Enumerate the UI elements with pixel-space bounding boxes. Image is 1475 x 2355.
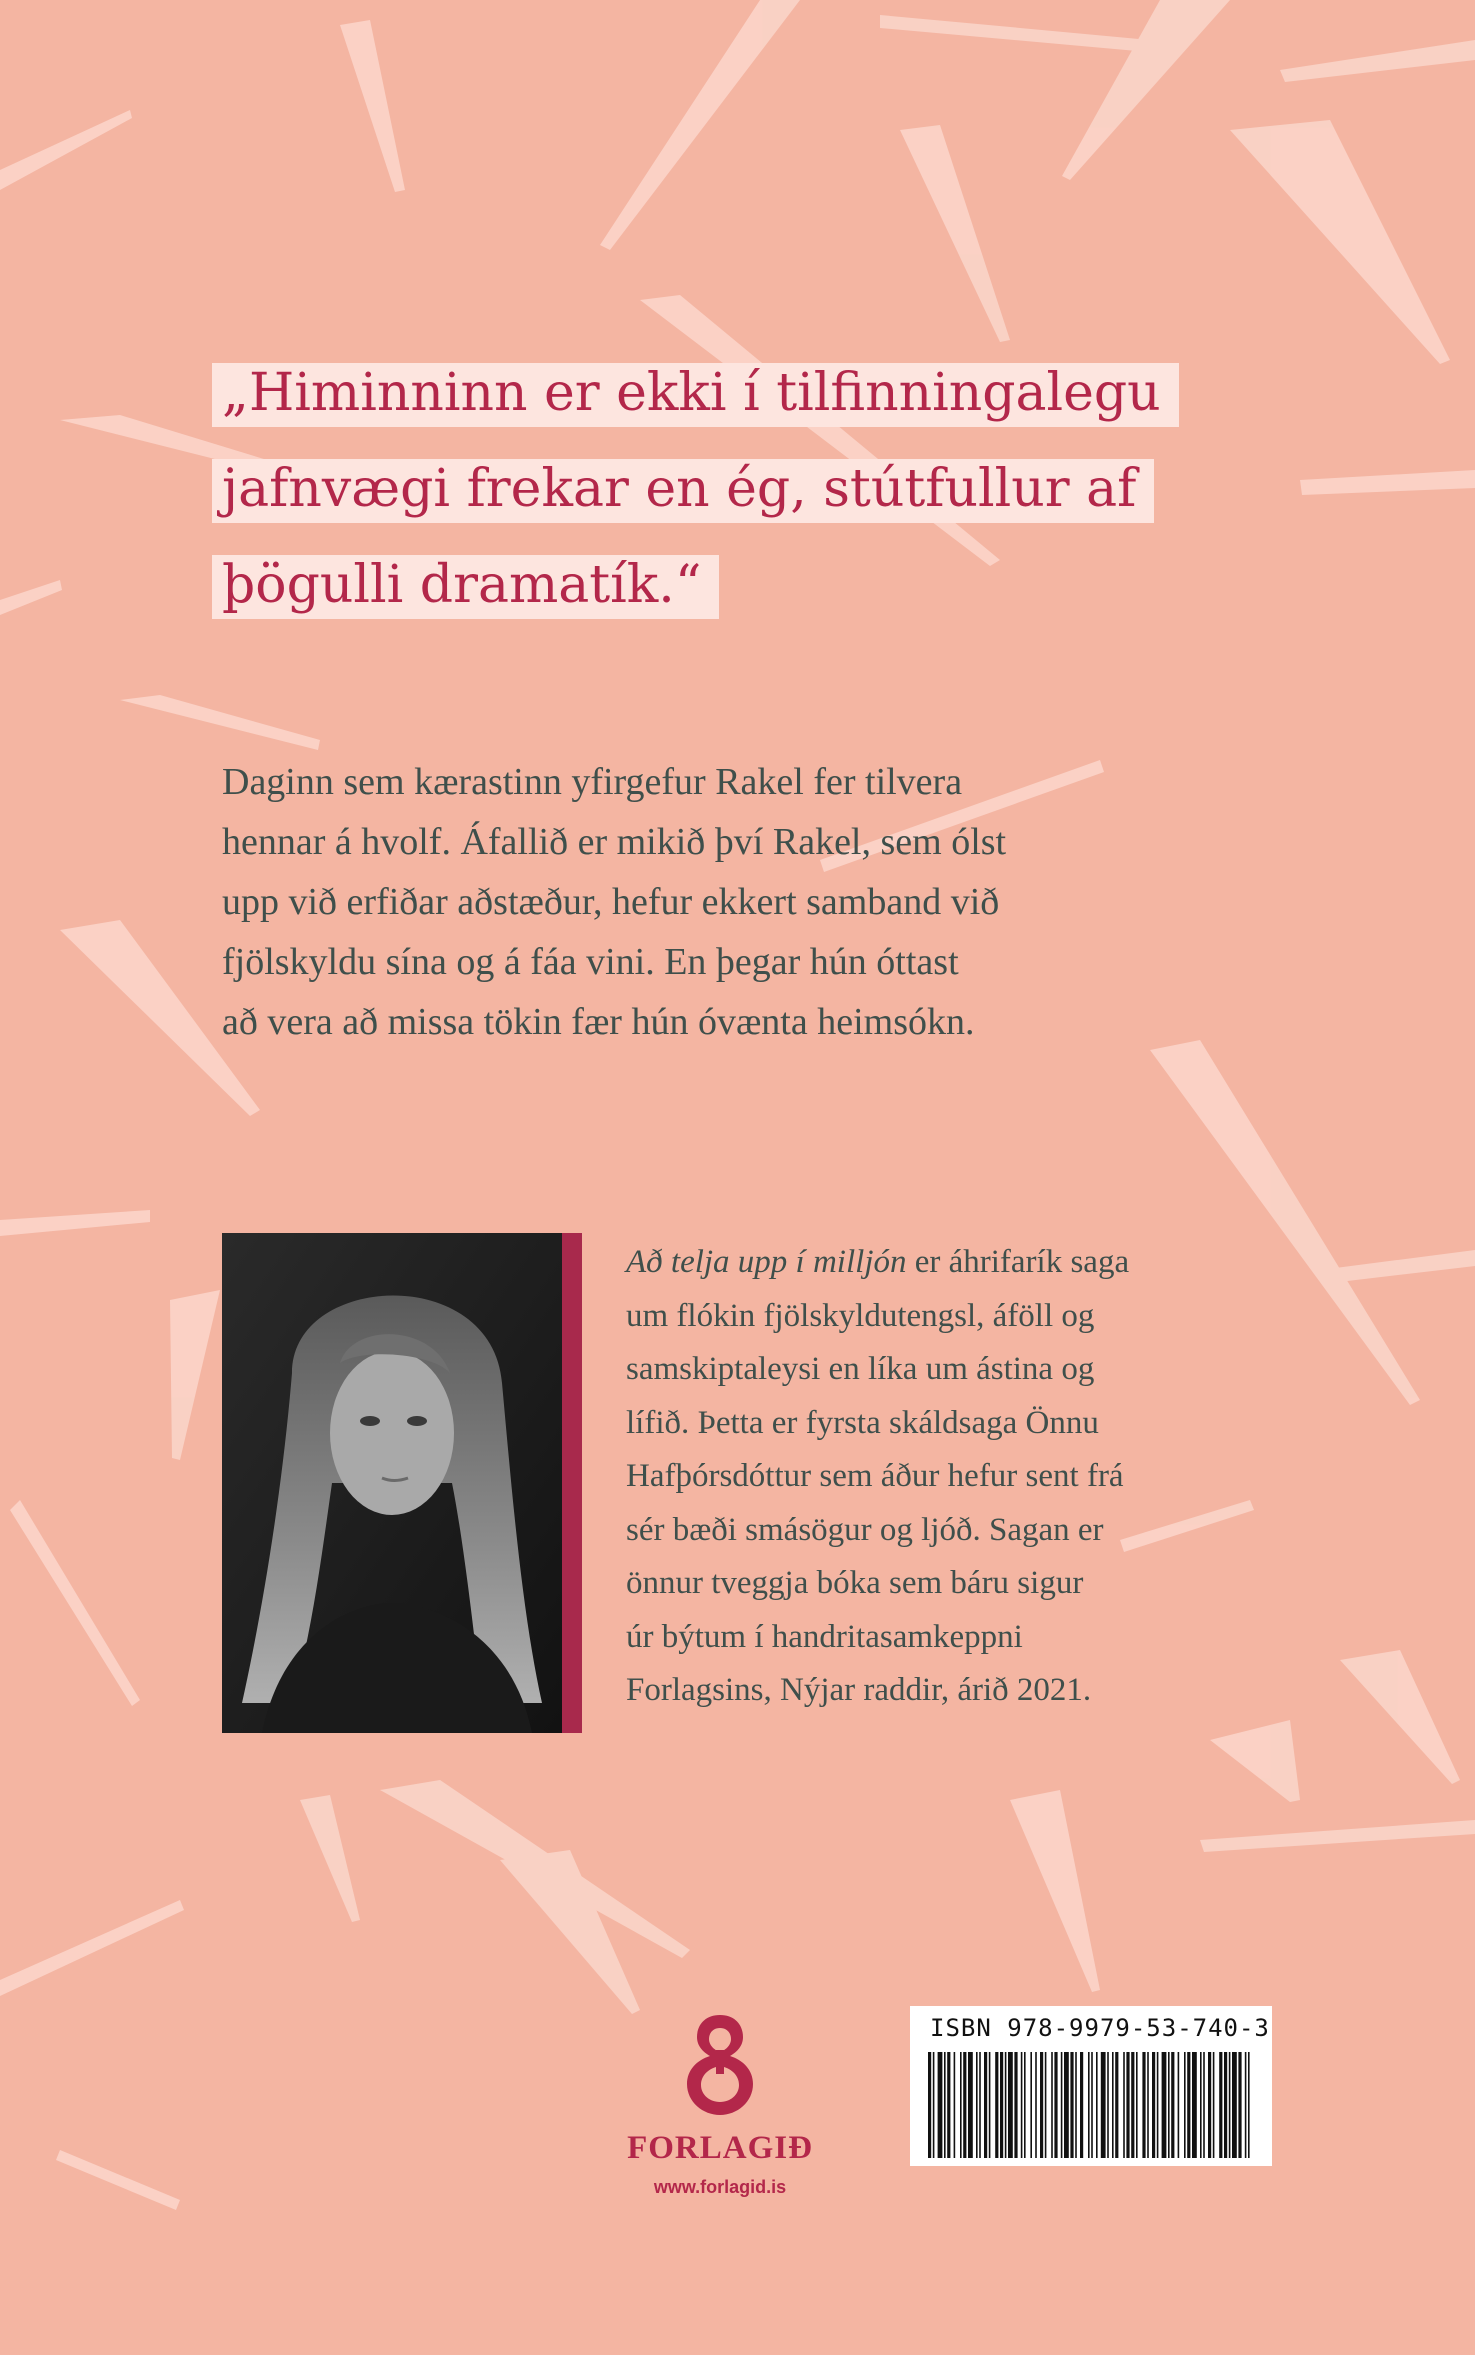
- about-line: lífið. Þetta er fyrsta skáldsaga Önnu: [626, 1404, 1099, 1441]
- blurb-line: fjölskyldu sína og á fáa vini. En þegar hún óttast: [222, 941, 959, 983]
- barcode-bar: [938, 2052, 943, 2158]
- barcode-bar: [1184, 2052, 1186, 2158]
- barcode-bar: [1088, 2052, 1090, 2158]
- barcode-bar: [954, 2052, 956, 2158]
- blurb-line: Daginn sem kærastinn yfirgefur Rakel fer tilvera: [222, 761, 963, 803]
- barcode-bar: [1107, 2052, 1109, 2158]
- quote-line: jafnvægi frekar en ég, stútfullur af: [212, 441, 1252, 537]
- barcode-bar: [1054, 2052, 1057, 2158]
- barcode-bar: [989, 2052, 991, 2158]
- barcode-bar: [1035, 2052, 1037, 2158]
- barcode-bar: [933, 2052, 935, 2158]
- barcode-bar: [928, 2052, 931, 2158]
- barcode-bar: [1168, 2052, 1170, 2158]
- author-portrait-image: [222, 1233, 562, 1733]
- barcode-bar: [1008, 2052, 1013, 2158]
- barcode-bar: [1192, 2052, 1197, 2158]
- barcode-bar: [1245, 2052, 1247, 2158]
- barcode-bar: [1024, 2052, 1026, 2158]
- barcode-bar: [1232, 2052, 1237, 2158]
- barcode-bar: [1061, 2052, 1063, 2158]
- quote-line: þögulli dramatík.“: [212, 537, 1252, 633]
- quote-line: „Himinninn er ekki í tilfinningalegu: [212, 345, 1252, 441]
- about-line: Að telja upp í milljón er áhrifarík saga: [626, 1244, 1130, 1280]
- about-line: Hafþórsdóttur sem áður hefur sent frá: [626, 1458, 1124, 1494]
- barcode-bar: [947, 2052, 950, 2158]
- blurb-line: upp við erfiðar aðstæður, hefur ekkert samband við: [222, 881, 1000, 923]
- barcode-bar: [1091, 2052, 1093, 2158]
- barcode-bar: [1162, 2052, 1167, 2158]
- barcode-bar: [1147, 2052, 1149, 2158]
- barcode-bar: [1040, 2052, 1043, 2158]
- publisher-url: www.forlagid.is: [653, 2177, 787, 2197]
- barcode-bar: [1123, 2052, 1125, 2158]
- barcode-bar: [984, 2052, 987, 2158]
- barcode-bar: [960, 2052, 962, 2158]
- publisher-logo: [600, 2010, 840, 2198]
- barcode-bar: [995, 2052, 998, 2158]
- barcode-bar: [1142, 2052, 1145, 2158]
- photo-accent-stripe: [562, 1233, 582, 1733]
- barcode-bar: [1112, 2052, 1114, 2158]
- barcode-bar: [944, 2052, 946, 2158]
- barcode-bar: [968, 2052, 973, 2158]
- barcode: [926, 2052, 1256, 2158]
- barcode-bar: [1126, 2052, 1129, 2158]
- barcode-bar: [1070, 2052, 1073, 2158]
- barcode-bar: [1219, 2052, 1222, 2158]
- about-line: úr býtum í handritasamkeppni: [626, 1618, 1023, 1655]
- isbn-number: ISBN 978-9979-53-740-3: [930, 2014, 1270, 2042]
- barcode-bar: [1224, 2052, 1227, 2158]
- forlagid-logo-icon: [675, 2010, 765, 2120]
- book-title: Að telja upp í milljón: [626, 1244, 907, 1280]
- barcode-bar: [1178, 2052, 1180, 2158]
- barcode-bar: [979, 2052, 981, 2158]
- barcode-bar: [1080, 2052, 1083, 2158]
- barcode-bar: [1157, 2052, 1159, 2158]
- barcode-bar: [1203, 2052, 1205, 2158]
- barcode-bar: [1248, 2052, 1250, 2158]
- barcode-bar: [1014, 2052, 1017, 2158]
- about-line: önnur tveggja bóka sem báru sigur: [626, 1565, 1084, 1601]
- barcode-bar: [1075, 2052, 1077, 2158]
- barcode-bar: [1005, 2052, 1007, 2158]
- book-blurb: [222, 752, 1232, 1052]
- barcode-bar: [1213, 2052, 1215, 2158]
- barcode-bar: [1208, 2052, 1211, 2158]
- about-line: Forlagsins, Nýjar raddir, árið 2021.: [626, 1672, 1092, 1708]
- blurb-line: hennar á hvolf. Áfallið er mikið því Rakel, sem ólst: [222, 821, 1007, 863]
- publisher-name: FORLAGIÐ: [627, 2130, 813, 2166]
- barcode-bar: [1096, 2052, 1098, 2158]
- about-line: samskiptaleysi en líka um ástina og: [626, 1351, 1095, 1387]
- barcode-bar: [1152, 2052, 1155, 2158]
- barcode-bar: [1131, 2052, 1134, 2158]
- barcode-bar: [1171, 2052, 1174, 2158]
- barcode-bar: [1000, 2052, 1003, 2158]
- barcode-bar: [1238, 2052, 1241, 2158]
- barcode-bar: [1187, 2052, 1190, 2158]
- about-line: um flókin fjölskyldutengsl, áföll og: [626, 1297, 1095, 1334]
- about-line: sér bæði smásögur og ljóð. Sagan er: [626, 1511, 1104, 1548]
- barcode-bar: [976, 2052, 978, 2158]
- blurb-line: að vera að missa tökin fær hún óvænta heimsókn.: [222, 1001, 975, 1043]
- barcode-bar: [1045, 2052, 1047, 2158]
- barcode-bar: [963, 2052, 966, 2158]
- barcode-bar: [1136, 2052, 1138, 2158]
- barcode-bar: [1021, 2052, 1023, 2158]
- pull-quote: [212, 345, 1252, 633]
- author-photo: [222, 1233, 562, 1733]
- barcode-bar: [1051, 2052, 1053, 2158]
- barcode-bar: [1200, 2052, 1202, 2158]
- barcode-bar: [1115, 2052, 1118, 2158]
- barcode-bar: [1101, 2052, 1106, 2158]
- barcode-bar: [1064, 2052, 1069, 2158]
- about-the-book: [626, 1236, 1246, 1718]
- isbn-barcode-box: [910, 2006, 1272, 2166]
- barcode-bar: [1030, 2052, 1032, 2158]
- barcode-bar: [1229, 2052, 1231, 2158]
